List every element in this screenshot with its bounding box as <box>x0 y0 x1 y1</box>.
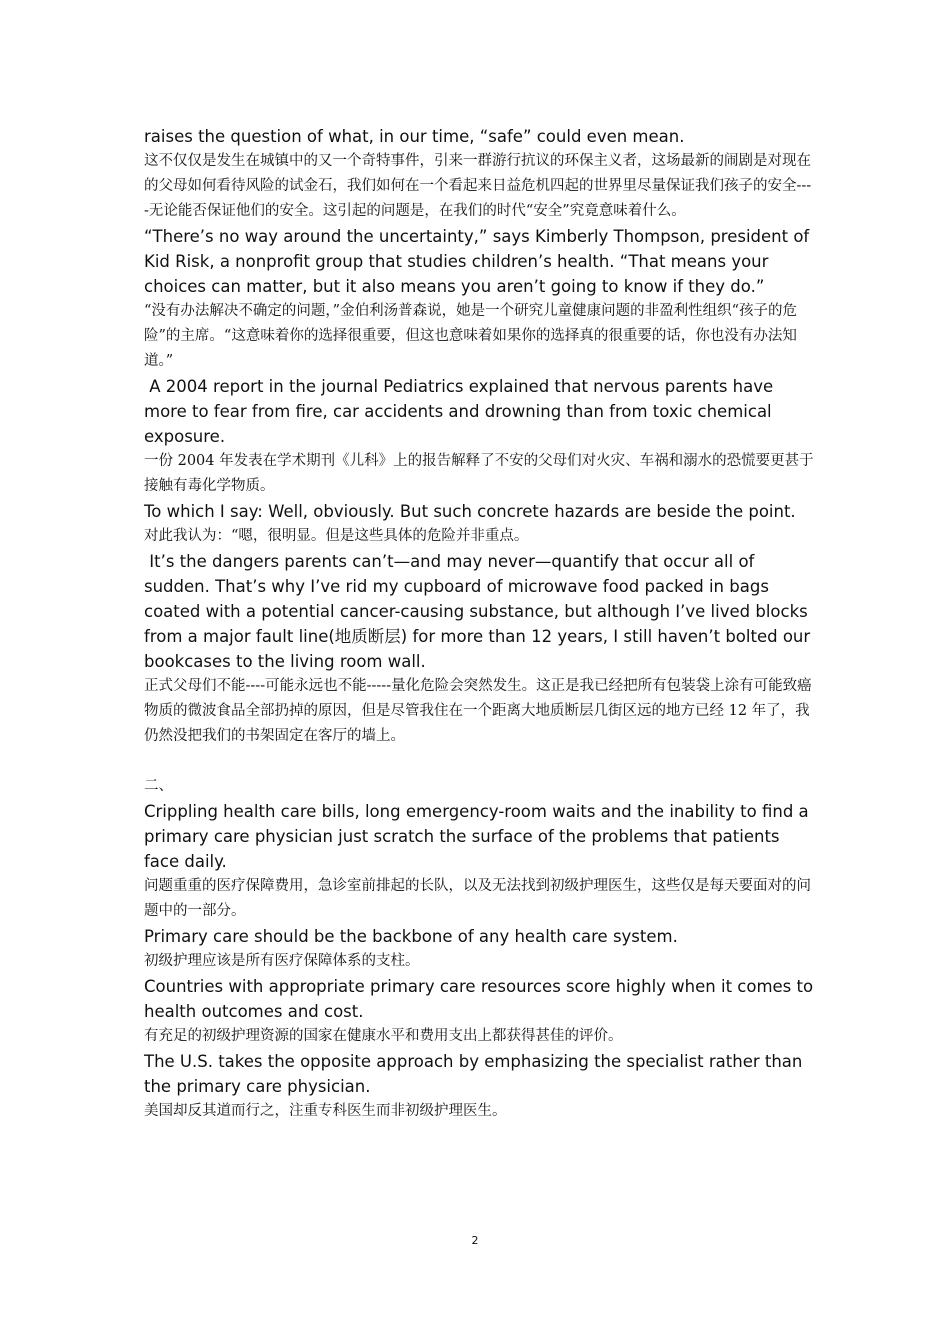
paragraph-chinese: 一份 2004 年发表在学术期刊《儿科》上的报告解释了不安的父母们对火灾、车祸和溺水的恐慌要更甚于接触有毒化学物质。 <box>144 453 814 494</box>
paragraph-english: raises the question of what, in our time, “safe” could even mean. <box>144 127 685 146</box>
paragraph-english: A 2004 report in the journal Pediatrics explained that nervous parents have more to fear from fire, car accidents and drowning than from toxic chemical exposure. <box>144 377 779 446</box>
paragraph-chinese: “没有办法解决不确定的问题，”金伯利汤普森说，她是一个研究儿童健康问题的非盈利性组织“孩子的危险”的主席。“这意味着你的选择很重要，但这也意味着如果你的选择真的很重要的话，你也没有办法知道。” <box>144 303 797 369</box>
paragraph-chinese: 对此我认为：“嗯，很明显。但是这些具体的危险并非重点。 <box>144 528 529 544</box>
paragraph-english: Crippling health care bills, long emergency-room waits and the inability to find a primary care physician just scratch the surface of the problems that patients face daily. <box>144 802 814 871</box>
paragraph-english: It’s the dangers parents can’t—and may never—quantify that occur all of sudden. That’s why I’ve rid my cupboard of microwave food packed in bags coated with a potential cancer-causing substance, but although I’ve lived blocks from a major fault line(地质断层) for more than 12 years, I still haven’t bolted our bookcases to the living room wall. <box>144 552 816 671</box>
paragraph-chinese: 正式父母们不能----可能永远也不能-----量化危险会突然发生。这正是我已经把所有包装袋上涂有可能致癌物质的微波食品全部扔掉的原因，但是尽管我住在一个距离大地质断层几街区远的地方已经 12 年了，我仍然没把我们的书架固定在客厅的墙上。 <box>144 678 812 744</box>
paragraph-english: Countries with appropriate primary care resources score highly when it comes to health outcomes and cost. <box>144 977 819 1021</box>
section-number: 二、 <box>144 778 173 794</box>
paragraph-english: The U.S. takes the opposite approach by emphasizing the specialist rather than the primary care physician. <box>144 1052 808 1096</box>
page-number: 2 <box>471 1234 479 1247</box>
paragraph-chinese: 美国却反其道而行之，注重专科医生而非初级护理医生。 <box>144 1103 507 1119</box>
document-body <box>144 124 819 1124</box>
paragraph-chinese: 有充足的初级护理资源的国家在健康水平和费用支出上都获得甚佳的评价。 <box>144 1028 623 1044</box>
paragraph-chinese: 这不仅仅是发生在城镇中的又一个奇特事件，引来一群游行抗议的环保主义者，这场最新的闹剧是对现在的父母如何看待风险的试金石，我们如何在一个看起来日益危机四起的世界里尽量保证我们孩子的安全----无论能否保证他们的安全。这引起的问题是，在我们的时代“安全”究竟意味着什么。 <box>144 153 812 219</box>
paragraph-english: “There’s no way around the uncertainty,” says Kimberly Thompson, president of Kid Risk, a nonprofit group that studies children’s health. “That means your choices can matter, but it also means you aren’t going to know if they do.” <box>144 227 815 296</box>
paragraph-chinese: 问题重重的医疗保障费用，急诊室前排起的长队，以及无法找到初级护理医生，这些仅是每天要面对的问题中的一部分。 <box>144 878 811 919</box>
paragraph-english: To which I say: Well, obviously. But such concrete hazards are beside the point. <box>144 502 796 521</box>
paragraph-english: Primary care should be the backbone of any health care system. <box>144 927 678 946</box>
blank-line <box>144 749 814 774</box>
paragraph-chinese: 初级护理应该是所有医疗保障体系的支柱。 <box>144 953 420 969</box>
